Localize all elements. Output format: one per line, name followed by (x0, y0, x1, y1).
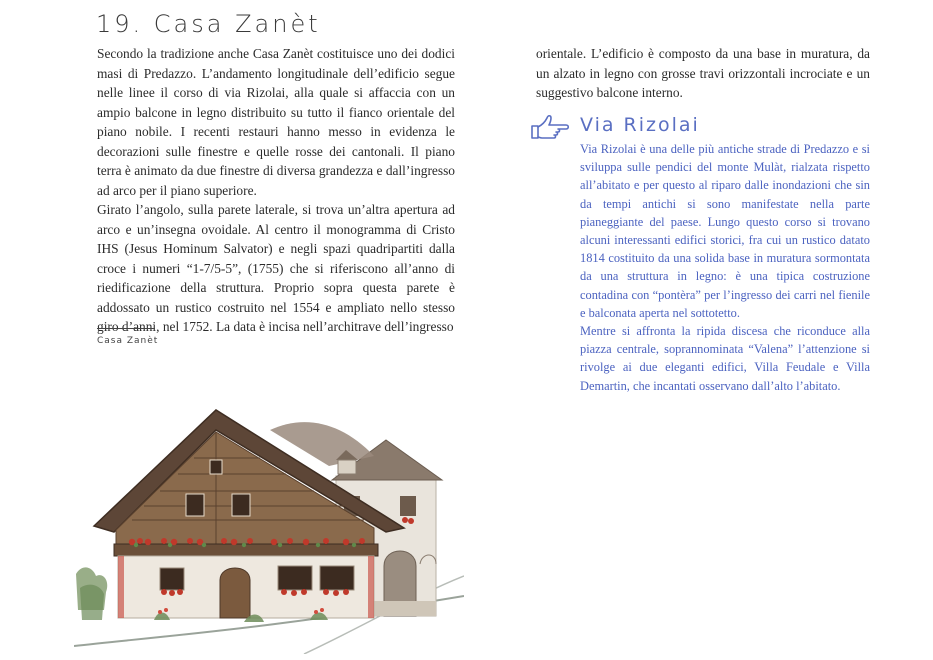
section-title: Via Rizolai (580, 114, 700, 136)
casa-zanet-illustration (74, 396, 464, 654)
left-column (97, 44, 455, 337)
continuation-paragraph: orientale. L’edificio è composto da una base in muratura, da un alzato in legno con grosse travi orizzontali incrociate e un suggestivo balcone interno. (536, 46, 870, 100)
body-paragraph-1: Secondo la tradizione anche Casa Zanèt costituisce uno dei dodici masi di Predazzo. L’andamento longitudinale dell’edificio segue nelle linee il corso di via Rizolai, alla quale si affaccia con un ampio balcone in legno distribuito su tutto il fianco orientale del piano nobile. I recenti restauri hanno messo in evidenza le decorazioni sulle finestre e quelle rosse dei cantonali. Il piano terra è animato da due finestre di diversa grandezza e dall’ingresso ad arco per il piano superiore. (97, 46, 455, 198)
right-column-continuation (536, 44, 870, 103)
image-caption: Casa Zanèt (97, 336, 159, 346)
section-paragraph-1: Via Rizolai è una delle più antiche strade di Predazzo e si sviluppa sulle pendici del monte Mulàt, rialzata rispetto all’abitato e per questo al riparo dalle inondazioni che sin da tempi antichi si sono manifestate nella parte pianeggiante del paese. Lungo questo corso si trovano alcuni interessanti edifici storici, fra cui un rustico datato 1814 costituito da una solida base in muratura sormontata da una struttura in legno: è una tipica costruzione contadina con “pontèra” per l’ingresso dei carri nel fienile e balconata aperta nel sottotetto. (580, 142, 870, 320)
pointing-hand-icon (528, 112, 572, 142)
page-title: 19. Casa Zanèt (96, 10, 321, 38)
body-paragraph-2: Girato l’angolo, sulla parete laterale, si trova un’altra apertura ad arco e un’insegna ovoidale. Al centro il monogramma di Cristo IHS (Jesus Hominum Salvator) e negli spazi quadripartiti dalla croce i numeri “1-7/5-5”, (1755) che si riferiscono all’anno di riedificazione della struttura. Proprio sopra questa parete è addossato un rustico costruito nel 1554 e ampliato nello stesso giro d’anni, nel 1752. La data è incisa nell’architrave dell’ingresso (97, 202, 455, 334)
section-paragraph-2: Mentre si affronta la ripida discesa che riconduce alla piazza centrale, soprannominata “Valena” l’attenzione si rivolge ai due eleganti edifici, Villa Feudale e Villa Demartin, che incantati osservano dall’alto l’abitato. (580, 324, 870, 393)
section-body (580, 140, 870, 395)
caption-divider (97, 328, 155, 329)
